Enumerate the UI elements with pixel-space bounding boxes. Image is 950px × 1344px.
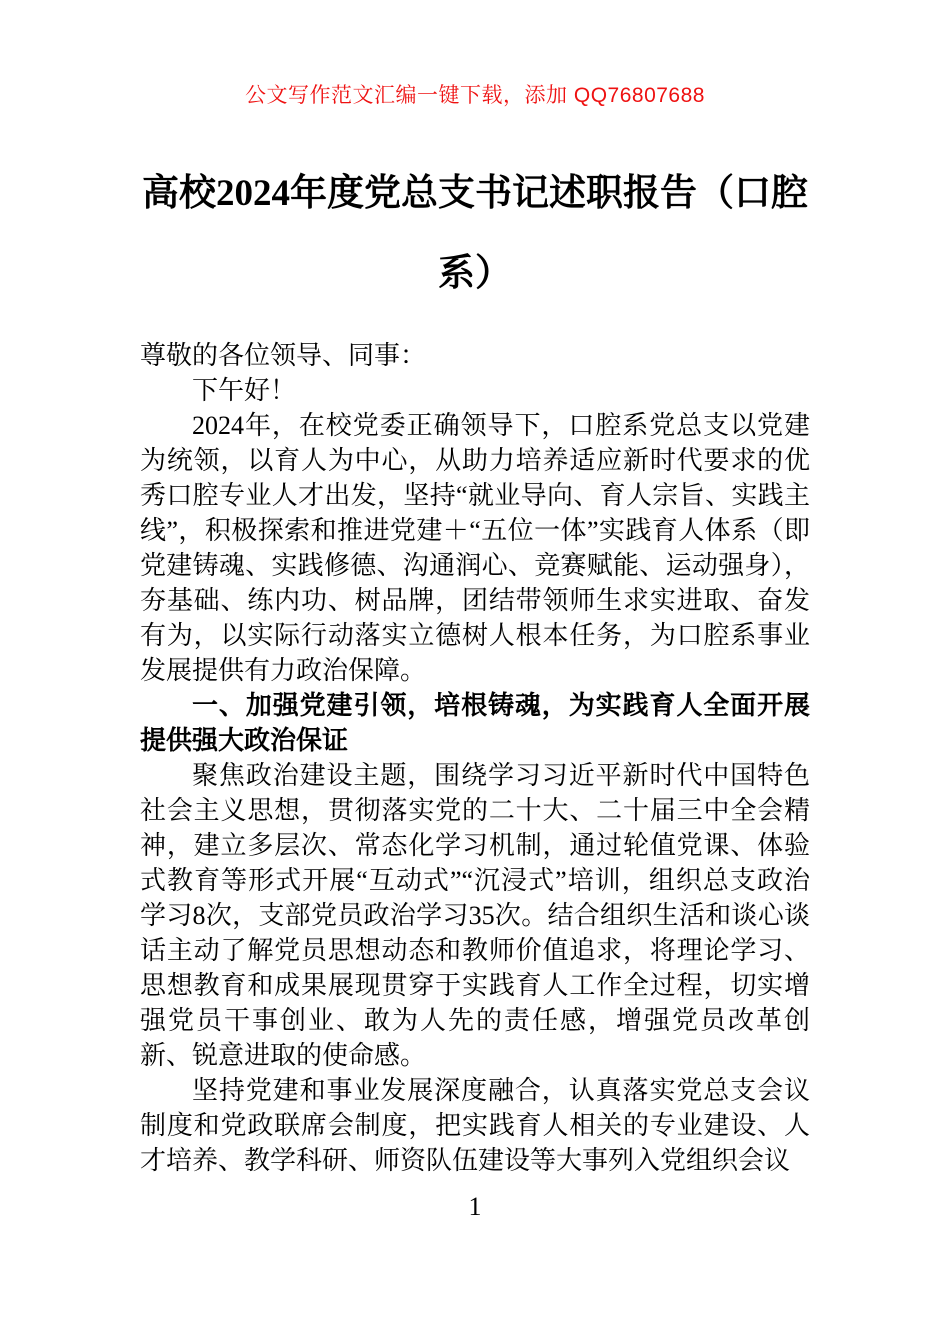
document-title: 高校2024年度党总支书记述职报告（口腔系） bbox=[142, 173, 808, 294]
greeting-line: 下午好！ bbox=[192, 376, 297, 405]
header-notice: 公文写作范文汇编一键下载，添加 QQ76807688 bbox=[245, 84, 705, 107]
salutation-line: 尊敬的各位领导、同事： bbox=[140, 341, 427, 370]
paragraph-integration: 坚持党建和事业发展深度融合，认真落实党总支会议制度和党政联席会制度，把实践育人相关的专业建设、人才培养、教学科研、师资队伍建设等大事列入党组织会议 bbox=[140, 1076, 810, 1175]
document-body bbox=[140, 338, 810, 1178]
paragraph-political-study: 聚焦政治建设主题，围绕学习习近平新时代中国特色社会主义思想，贯彻落实党的二十大、二十届三中全会精神，建立多层次、常态化学习机制，通过轮值党课、体验式教育等形式开展“互动式”“沉浸式”培训，组织总支政治学习8次，支部党员政治学习35次。结合组织生活和谈心谈话主动了解党员思想动态和教师价值追求，将理论学习、思想教育和成果展现贯穿于实践育人工作全过程，切实增强党员干事创业、敢为人先的责任感，增强党员改革创新、锐意进取的使命感。 bbox=[140, 761, 810, 1070]
page-number: 1 bbox=[468, 1192, 482, 1221]
section-heading-1: 一、加强党建引领，培根铸魂，为实践育人全面开展提供强大政治保证 bbox=[140, 690, 810, 755]
paragraph-overview: 2024年，在校党委正确领导下，口腔系党总支以党建为统领，以育人为中心，从助力培养适应新时代要求的优秀口腔专业人才出发，坚持“就业导向、育人宗旨、实践主线”，积极探索和推进党建＋“五位一体”实践育人体系（即党建铸魂、实践修德、沟通润心、竞赛赋能、运动强身），夯基础、练内功、树品牌，团结带领师生求实进取、奋发有为，以实际行动落实立德树人根本任务，为口腔系事业发展提供有力政治保障。 bbox=[140, 411, 810, 685]
